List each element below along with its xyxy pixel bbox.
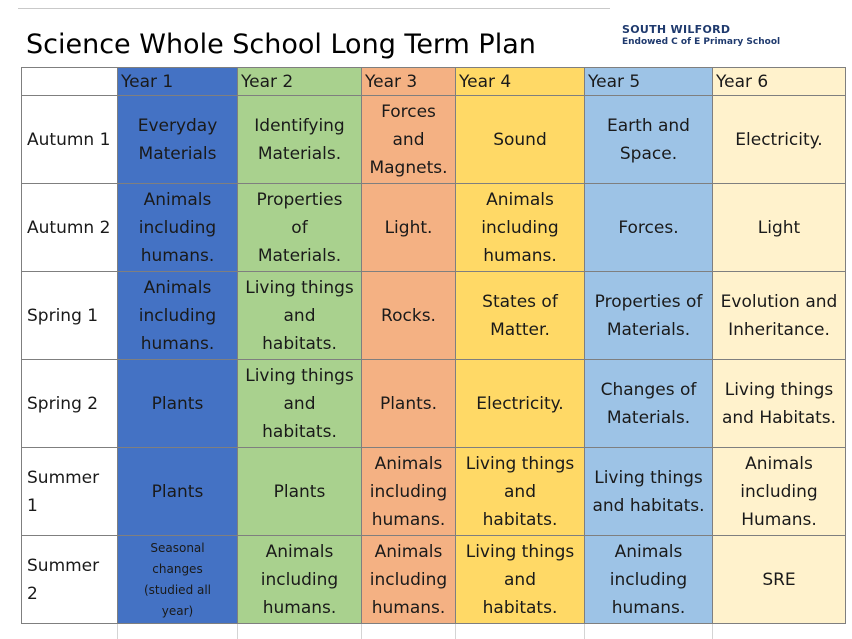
topic-cell: Properties of Materials.	[238, 184, 362, 272]
topic-cell: Living things and habitats.	[585, 448, 713, 536]
page-title: Science Whole School Long Term Plan	[26, 29, 536, 60]
header-year-6: Year 6	[713, 68, 846, 96]
topic-cell: Electricity.	[713, 96, 846, 184]
term-label: Autumn 2	[22, 184, 118, 272]
topic-cell: Changes of Materials.	[585, 360, 713, 448]
topic-cell: Living things and habitats.	[456, 448, 585, 536]
topic-cell: Living things and Habitats.	[713, 360, 846, 448]
topic-cell: Animals including humans.	[585, 536, 713, 624]
topic-cell: Sound	[456, 96, 585, 184]
topic-cell: Rocks.	[362, 272, 456, 360]
top-border-line	[18, 8, 610, 9]
term-label: Spring 2	[22, 360, 118, 448]
topic-cell: States of Matter.	[456, 272, 585, 360]
header-year-4: Year 4	[456, 68, 585, 96]
header-row	[22, 68, 846, 96]
header-year-2: Year 2	[238, 68, 362, 96]
topic-cell: Everyday Materials	[118, 96, 238, 184]
table-row	[22, 272, 846, 360]
term-label: Summer 1	[22, 448, 118, 536]
topic-cell: Light.	[362, 184, 456, 272]
topic-cell: Animals including humans.	[238, 536, 362, 624]
topic-cell: Living things and habitats.	[456, 536, 585, 624]
topic-cell: Living things and habitats.	[238, 272, 362, 360]
long-term-plan-table	[21, 67, 846, 624]
topic-cell: Animals including humans.	[118, 184, 238, 272]
topic-cell: Animals including Humans.	[713, 448, 846, 536]
term-label: Autumn 1	[22, 96, 118, 184]
topic-cell: Plants	[238, 448, 362, 536]
topic-cell: Earth and Space.	[585, 96, 713, 184]
topic-cell: Forces.	[585, 184, 713, 272]
topic-cell: Properties of Materials.	[585, 272, 713, 360]
topic-cell: Seasonal changes (studied all year)	[118, 536, 238, 624]
topic-cell: Evolution and Inheritance.	[713, 272, 846, 360]
topic-cell: Identifying Materials.	[238, 96, 362, 184]
table-row	[22, 360, 846, 448]
term-label: Spring 1	[22, 272, 118, 360]
header-year-3: Year 3	[362, 68, 456, 96]
topic-cell: Light	[713, 184, 846, 272]
topic-cell: Plants.	[362, 360, 456, 448]
topic-cell: Plants	[118, 448, 238, 536]
topic-cell: Plants	[118, 360, 238, 448]
corner-cell	[22, 68, 118, 96]
header-year-5: Year 5	[585, 68, 713, 96]
topic-cell: Animals including humans.	[456, 184, 585, 272]
topic-cell: Forces and Magnets.	[362, 96, 456, 184]
table-row	[22, 184, 846, 272]
table-row	[22, 448, 846, 536]
logo-line-1: SOUTH WILFORD	[622, 23, 731, 36]
topic-cell: Living things and habitats.	[238, 360, 362, 448]
logo-line-2: Endowed C of E Primary School	[622, 37, 781, 47]
term-label: Summer 2	[22, 536, 118, 624]
topic-cell: Animals including humans.	[118, 272, 238, 360]
topic-cell: SRE	[713, 536, 846, 624]
school-logo	[622, 24, 780, 48]
table-row	[22, 96, 846, 184]
topic-cell: Electricity.	[456, 360, 585, 448]
topic-cell: Animals including humans.	[362, 448, 456, 536]
table-row	[22, 536, 846, 624]
header-year-1: Year 1	[118, 68, 238, 96]
topic-cell: Animals including humans.	[362, 536, 456, 624]
